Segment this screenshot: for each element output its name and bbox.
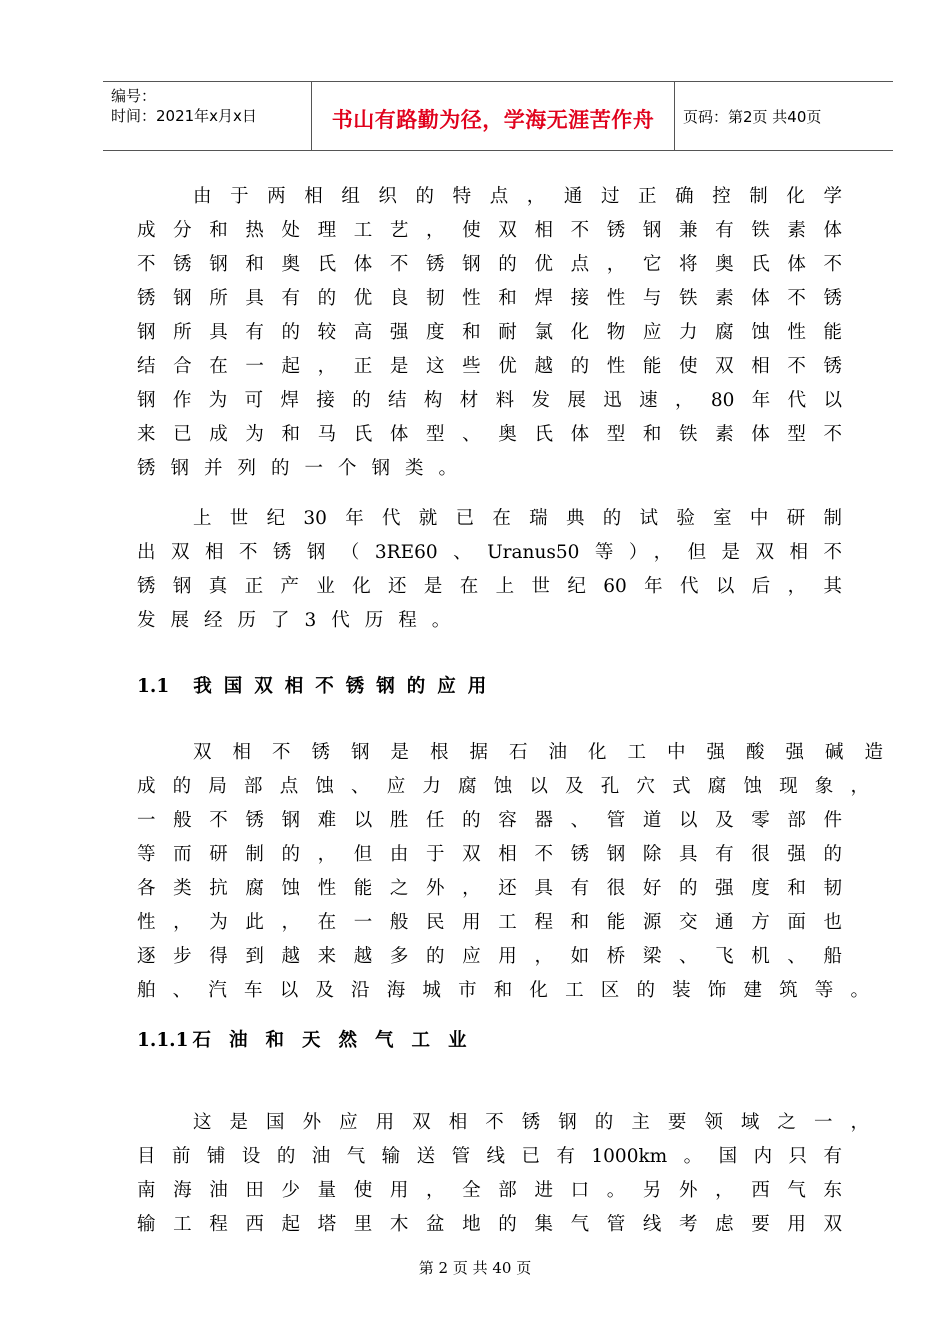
paragraph-line: 锈钢所具有的优良韧性和焊接性与铁素体不锈: [137, 288, 842, 309]
section-title: 我国双相不锈钢的应用: [193, 676, 499, 697]
paragraph-line: 成的局部点蚀、应力腐蚀以及孔穴式腐蚀现象，: [137, 776, 869, 797]
paragraph-line: 成分和热处理工艺，使双相不锈钢兼有铁素体: [137, 220, 842, 241]
header-motto-box: [311, 82, 675, 150]
document-body: [137, 180, 883, 1242]
paragraph-line: 性，为此，在一般民用工程和能源交通方面也: [137, 912, 842, 933]
paragraph-line: 出双相不锈钢（3RE60、Uranus50等），但是双相不: [137, 542, 842, 563]
paragraph-line: 一般不锈钢难以胜任的容器、管道以及零部件: [137, 810, 842, 831]
paragraph-line: 目前铺设的油气输送管线已有1000km。国内只有: [137, 1146, 842, 1167]
paragraph-line: 锈钢并列的一个钢类。: [137, 458, 473, 479]
paragraph-line: 来已成为和马氏体型、奥氏体型和铁素体型不: [137, 424, 842, 445]
paragraph-line: 双相不锈钢是根据石油化工中强酸强碱造: [193, 742, 883, 763]
header-meta: [111, 86, 257, 126]
paragraph-line: 钢作为可焊接的结构材料发展迅速，80年代以: [137, 390, 842, 411]
paragraph-line: 等而研制的，但由于双相不锈钢除具有很强的: [137, 844, 842, 865]
paragraph-line: 输工程西起塔里木盆地的集气管线考虑要用双: [137, 1214, 842, 1235]
paragraph-line: 上世纪30年代就已在瑞典的试验室中研制: [193, 508, 842, 529]
section-heading: [137, 670, 842, 704]
subsection-title: 石油和天然气工业: [192, 1030, 485, 1051]
paragraph-line: 各类抗腐蚀性能之外，还具有很好的强度和韧: [137, 878, 842, 899]
section-number: 1.1: [137, 676, 170, 697]
paragraph-line: 舶、汽车以及沿海城市和化工区的装饰建筑等。: [137, 980, 869, 1001]
paragraph-line: 由于两相组织的特点，通过正确控制化学: [193, 186, 842, 207]
page-header: [103, 81, 893, 151]
header-time: 时间：2021年x月x日: [111, 107, 257, 125]
subsection-number: 1.1.1: [137, 1030, 189, 1051]
paragraph-line: 不锈钢和奥氏体不锈钢的优点，它将奥氏体不: [137, 254, 842, 275]
page-footer: 第 2 页 共 40 页: [418, 1259, 532, 1277]
paragraph-line: 锈钢真正产业化还是在上世纪60年代以后，其: [137, 576, 842, 597]
header-number: 编号：: [111, 87, 157, 105]
paragraph-line: 南海油田少量使用，全部进口。另外，西气东: [137, 1180, 842, 1201]
paragraph-line: 这是国外应用双相不锈钢的主要领域之一，: [193, 1112, 869, 1133]
header-page-number: 页码：第2页 共40页: [683, 108, 822, 126]
paragraph-line: 逐步得到越来越多的应用，如桥梁、飞机、船: [137, 946, 842, 967]
paragraph-line: 钢所具有的较高强度和耐氯化物应力腐蚀性能: [137, 322, 842, 343]
subsection-heading: [137, 1024, 842, 1058]
header-motto: 书山有路勤为径，学海无涯苦作舟: [331, 108, 655, 132]
paragraph-line: 发展经历了3代历程。: [137, 610, 466, 631]
paragraph-line: 结合在一起，正是这些优越的性能使双相不锈: [137, 356, 842, 377]
